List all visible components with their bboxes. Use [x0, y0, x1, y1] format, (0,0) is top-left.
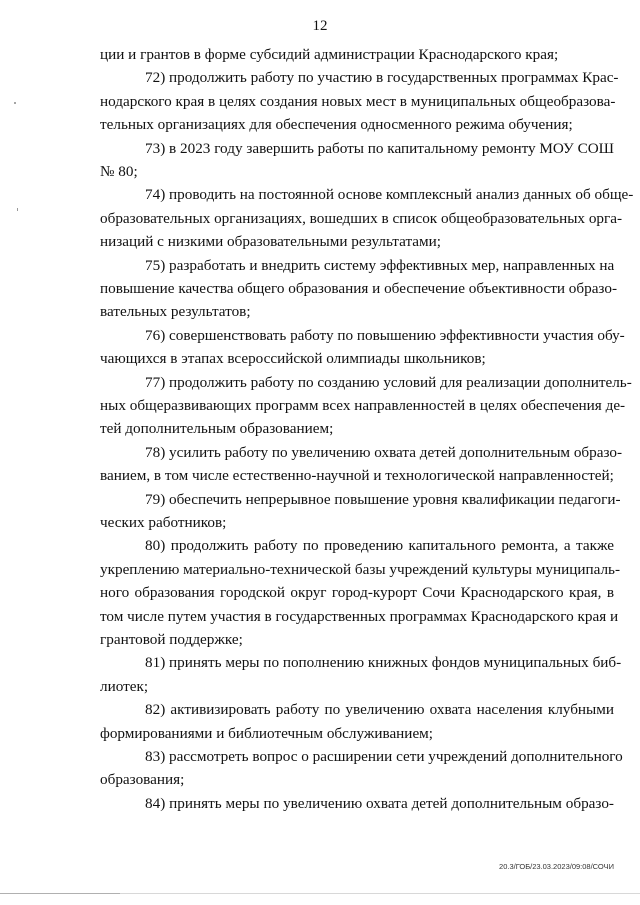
text-line: ванием, в том числе естественно-научной и технологической направленностей; — [100, 467, 614, 485]
text-line: том числе путем участия в государственных программах Краснодарского края и — [100, 607, 619, 625]
text-line: 83) рассмотреть вопрос о расширении сети учреждений дополнительного — [145, 748, 623, 765]
text-line: 74) проводить на постоянной основе комплексный анализ данных об обще- — [145, 186, 634, 204]
text-line: формированиями и библиотечным обслуживанием; — [100, 724, 434, 742]
scan-artifact-mark — [17, 208, 18, 211]
text-line: 73) в 2023 году завершить работы по капитальному ремонту МОУ СОШ — [145, 139, 614, 157]
text-line: 75) разработать и внедрить систему эффективных мер, направленных на — [145, 256, 615, 274]
scan-bottom-edge-dark — [0, 893, 120, 894]
text-line: ческих работников; — [100, 514, 227, 531]
text-line: 82) активизировать работу по увеличению охвата населения клубными — [145, 701, 614, 719]
text-line: ных общеразвивающих программ всех направленностей в целях обеспечения де- — [100, 397, 626, 414]
text-line: лиотек; — [100, 677, 149, 695]
text-line: 79) обеспечить непрерывное повышение уровня квалификации педагоги- — [145, 490, 621, 508]
text-line: 84) принять меры по увеличению охвата детей дополнительным образо- — [145, 794, 614, 812]
text-line: ного образования городской округ город-курорт Сочи Краснодарского края, в — [100, 584, 614, 602]
text-line: 78) усилить работу по увеличению охвата детей дополнительным образо- — [145, 443, 623, 461]
text-line: образовательных организациях, вошедших в список общеобразовательных орга- — [100, 209, 623, 227]
text-line: чающихся в этапах всероссийской олимпиады школьников; — [100, 350, 486, 368]
text-line: ции и грантов в форме субсидий администрации Краснодарского края; — [100, 46, 559, 63]
text-line: грантовой поддержке; — [100, 631, 243, 648]
text-line: вательных результатов; — [100, 303, 251, 321]
text-line: тей дополнительным образованием; — [100, 420, 334, 438]
text-line: 72) продолжить работу по участию в государственных программах Крас- — [145, 69, 619, 87]
text-line: 76) совершенствовать работу по повышению эффективности участия обу- — [145, 326, 625, 344]
text-line: 81) принять меры по пополнению книжных фондов муниципальных биб- — [145, 654, 622, 672]
text-line: образования; — [100, 771, 185, 789]
text-line: низаций с низкими образовательными результатами; — [100, 233, 441, 251]
document-footer-code: 20.3/ГОБ/23.03.2023/09:08/СОЧИ — [499, 862, 614, 871]
text-line: тельных организациях для обеспечения односменного режима обучения; — [100, 116, 573, 134]
text-line: 80) продолжить работу по проведению капитального ремонта, а также — [145, 537, 614, 555]
text-line: повышение качества общего образования и обеспечение объективности образо- — [100, 280, 617, 297]
text-line: нодарского края в целях создания новых мест в муниципальных общеобразова- — [100, 92, 616, 110]
text-line: укреплению материально-технической базы учреждений культуры муниципаль- — [100, 560, 621, 578]
text-line: № 80; — [100, 163, 138, 180]
scan-artifact-dot — [14, 102, 16, 104]
page-number: 12 — [312, 18, 328, 34]
text-line: 77) продолжить работу по созданию условий для реализации дополнитель- — [145, 373, 632, 391]
